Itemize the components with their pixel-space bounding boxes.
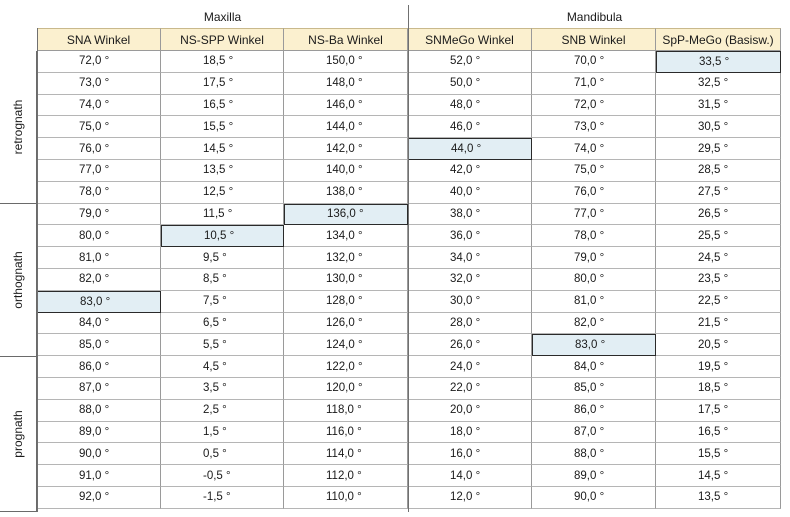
table-cell: 110,0 ° [284, 487, 408, 509]
table-cell: 14,0 ° [408, 465, 532, 487]
category-label-text: retrognath [11, 99, 25, 155]
table-cell: 76,0 ° [37, 138, 161, 160]
table-cell: 31,5 ° [656, 95, 781, 117]
column-header: SNMeGo Winkel [408, 28, 532, 51]
table-cell: 90,0 ° [37, 443, 161, 465]
table-cell: 8,5 ° [161, 269, 284, 291]
table-cell: 10,5 ° [161, 225, 284, 247]
table-cell: 20,0 ° [408, 400, 532, 422]
table-cell: 25,5 ° [656, 225, 781, 247]
table-cell: 88,0 ° [37, 400, 161, 422]
table-cell: -0,5 ° [161, 465, 284, 487]
table-cell: 5,5 ° [161, 334, 284, 356]
table-cell: 85,0 ° [37, 334, 161, 356]
table-cell: 86,0 ° [532, 400, 656, 422]
table-cell: 3,5 ° [161, 378, 284, 400]
table-cell: 89,0 ° [532, 465, 656, 487]
table-cell: 146,0 ° [284, 95, 408, 117]
table-cell: 28,5 ° [656, 160, 781, 182]
table-cell: 6,5 ° [161, 313, 284, 335]
table-cell: 79,0 ° [532, 247, 656, 269]
table-cell: 4,5 ° [161, 356, 284, 378]
table-cell: 18,5 ° [161, 51, 284, 73]
table-cell: 83,0 ° [532, 334, 656, 356]
table-cell: 50,0 ° [408, 73, 532, 95]
table-cell: 22,0 ° [408, 378, 532, 400]
table-cell: -1,5 ° [161, 487, 284, 509]
table-cell: 11,5 ° [161, 204, 284, 226]
table-cell: 144,0 ° [284, 116, 408, 138]
group-header-mandibula: Mandibula [566, 9, 623, 24]
table-cell: 120,0 ° [284, 378, 408, 400]
table-cell: 18,5 ° [656, 378, 781, 400]
table-cell: 140,0 ° [284, 160, 408, 182]
table-cell: 14,5 ° [161, 138, 284, 160]
table-cell: 81,0 ° [37, 247, 161, 269]
table-cell: 27,5 ° [656, 182, 781, 204]
table-cell: 26,5 ° [656, 204, 781, 226]
table-cell: 114,0 ° [284, 443, 408, 465]
table-cell: 84,0 ° [532, 356, 656, 378]
table-cell: 78,0 ° [532, 225, 656, 247]
table-cell: 17,5 ° [161, 73, 284, 95]
table-cell: 85,0 ° [532, 378, 656, 400]
table-cell: 122,0 ° [284, 356, 408, 378]
table-cell: 80,0 ° [37, 225, 161, 247]
table-cell: 90,0 ° [532, 487, 656, 509]
table-cell: 78,0 ° [37, 182, 161, 204]
table-cell: 72,0 ° [37, 51, 161, 73]
table-cell: 82,0 ° [37, 269, 161, 291]
table-cell: 12,5 ° [161, 182, 284, 204]
table-cell: 87,0 ° [37, 378, 161, 400]
table-cell: 44,0 ° [408, 138, 532, 160]
category-label-text: prognath [11, 410, 25, 458]
table-cell: 29,5 ° [656, 138, 781, 160]
table-cell: 150,0 ° [284, 51, 408, 73]
table-cell: 30,0 ° [408, 291, 532, 313]
table-cell: 2,5 ° [161, 400, 284, 422]
table-cell: 24,5 ° [656, 247, 781, 269]
table-cell: 138,0 ° [284, 182, 408, 204]
table-cell: 116,0 ° [284, 422, 408, 444]
table-cell: 79,0 ° [37, 204, 161, 226]
table-cell: 86,0 ° [37, 356, 161, 378]
table-cell: 38,0 ° [408, 204, 532, 226]
category-label [0, 51, 37, 204]
group-header-maxilla: Maxilla [203, 9, 242, 24]
table-cell: 17,5 ° [656, 400, 781, 422]
table-cell: 13,5 ° [161, 160, 284, 182]
table-cell: 26,0 ° [408, 334, 532, 356]
table-cell: 112,0 ° [284, 465, 408, 487]
table-cell: 72,0 ° [532, 95, 656, 117]
table-cell: 48,0 ° [408, 95, 532, 117]
table-cell: 148,0 ° [284, 73, 408, 95]
table-cell: 118,0 ° [284, 400, 408, 422]
category-label [0, 204, 37, 357]
table-cell: 7,5 ° [161, 291, 284, 313]
left-border-line [37, 28, 38, 512]
table-cell: 20,5 ° [656, 334, 781, 356]
table-cell: 71,0 ° [532, 73, 656, 95]
table-cell: 33,5 ° [656, 51, 781, 73]
table-cell: 30,5 ° [656, 116, 781, 138]
table-cell: 13,5 ° [656, 487, 781, 509]
table-cell: 74,0 ° [532, 138, 656, 160]
table-cell: 40,0 ° [408, 182, 532, 204]
table-cell: 73,0 ° [532, 116, 656, 138]
table-cell: 0,5 ° [161, 443, 284, 465]
table-cell: 132,0 ° [284, 247, 408, 269]
table-cell: 34,0 ° [408, 247, 532, 269]
table-cell: 128,0 ° [284, 291, 408, 313]
table-cell: 74,0 ° [37, 95, 161, 117]
table-cell: 9,5 ° [161, 247, 284, 269]
table-cell: 42,0 ° [408, 160, 532, 182]
table-cell: 75,0 ° [532, 160, 656, 182]
table-cell: 76,0 ° [532, 182, 656, 204]
table-cell: 32,5 ° [656, 73, 781, 95]
table-cell: 80,0 ° [532, 269, 656, 291]
table-cell: 24,0 ° [408, 356, 532, 378]
category-label-text: orthognath [11, 251, 25, 309]
column-header: SpP-MeGo (Basisw.) [656, 28, 781, 51]
table-cell: 16,5 ° [656, 422, 781, 444]
table-cell: 16,5 ° [161, 95, 284, 117]
table-cell: 12,0 ° [408, 487, 532, 509]
table-cell: 75,0 ° [37, 116, 161, 138]
table-cell: 77,0 ° [532, 204, 656, 226]
group-divider-line [408, 5, 409, 512]
table-cell: 15,5 ° [161, 116, 284, 138]
table-cell: 28,0 ° [408, 313, 532, 335]
table-cell: 36,0 ° [408, 225, 532, 247]
table-cell: 14,5 ° [656, 465, 781, 487]
table-cell: 15,5 ° [656, 443, 781, 465]
table-cell: 142,0 ° [284, 138, 408, 160]
table-cell: 130,0 ° [284, 269, 408, 291]
table-cell: 88,0 ° [532, 443, 656, 465]
table-cell: 91,0 ° [37, 465, 161, 487]
table-cell: 126,0 ° [284, 313, 408, 335]
table-cell: 81,0 ° [532, 291, 656, 313]
table-cell: 82,0 ° [532, 313, 656, 335]
table-cell: 23,5 ° [656, 269, 781, 291]
table-cell: 52,0 ° [408, 51, 532, 73]
column-header: NS-Ba Winkel [284, 28, 408, 51]
table-cell: 22,5 ° [656, 291, 781, 313]
table-cell: 46,0 ° [408, 116, 532, 138]
table-cell: 1,5 ° [161, 422, 284, 444]
table-cell: 84,0 ° [37, 313, 161, 335]
table-cell: 70,0 ° [532, 51, 656, 73]
table-cell: 83,0 ° [37, 291, 161, 313]
column-header: NS-SPP Winkel [161, 28, 284, 51]
table-cell: 77,0 ° [37, 160, 161, 182]
table-cell: 32,0 ° [408, 269, 532, 291]
table-cell: 16,0 ° [408, 443, 532, 465]
table-cell: 87,0 ° [532, 422, 656, 444]
category-label [0, 357, 37, 512]
table-cell: 124,0 ° [284, 334, 408, 356]
table-cell: 18,0 ° [408, 422, 532, 444]
table-cell: 19,5 ° [656, 356, 781, 378]
table-cell: 73,0 ° [37, 73, 161, 95]
column-header: SNB Winkel [532, 28, 656, 51]
table-cell: 89,0 ° [37, 422, 161, 444]
table-cell: 21,5 ° [656, 313, 781, 335]
table-cell: 134,0 ° [284, 225, 408, 247]
column-header: SNA Winkel [37, 28, 161, 51]
table-cell: 136,0 ° [284, 204, 408, 226]
table-cell: 92,0 ° [37, 487, 161, 509]
